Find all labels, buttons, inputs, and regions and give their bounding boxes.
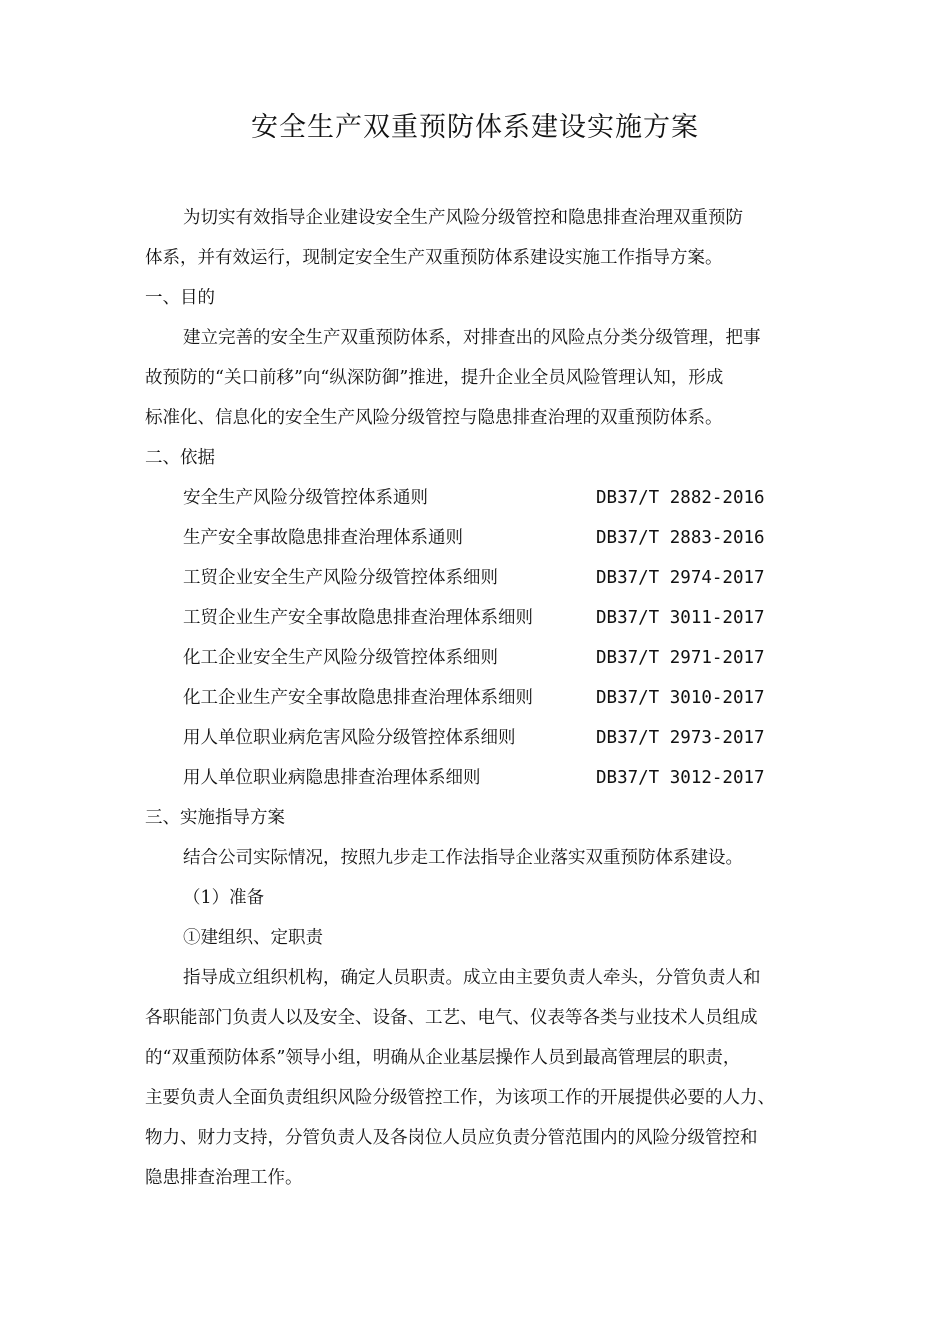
section2-heading: 二、依据 <box>145 448 215 468</box>
reference-name: 工贸企业生产安全事故隐患排查治理体系细则 <box>183 608 533 628</box>
section3-intro: 结合公司实际情况，按照九步走工作法指导企业落实双重预防体系建设。 <box>183 848 743 868</box>
section1-heading: 一、目的 <box>145 288 215 308</box>
section3-line-3: 的“双重预防体系”领导小组，明确从企业基层操作人员到最高管理层的职责， <box>145 1048 741 1068</box>
reference-code: DB37/T 2973-2017 <box>596 728 765 748</box>
reference-name: 化工企业生产安全事故隐患排查治理体系细则 <box>183 688 533 708</box>
reference-name: 安全生产风险分级管控体系通则 <box>183 488 428 508</box>
section3-line-1: 指导成立组织机构，确定人员职责。成立由主要负责人牵头，分管负责人和 <box>183 968 761 988</box>
reference-code: DB37/T 3011-2017 <box>596 608 765 628</box>
section3-line-2: 各职能部门负责人以及安全、设备、工艺、电气、仪表等各类与业技术人员组成 <box>145 1008 758 1028</box>
intro-line-1: 为切实有效指导企业建设安全生产风险分级管控和隐患排查治理双重预防 <box>183 208 743 228</box>
reference-code: DB37/T 3012-2017 <box>596 768 765 788</box>
reference-name: 用人单位职业病隐患排查治理体系细则 <box>183 768 481 788</box>
reference-code: DB37/T 2882-2016 <box>596 488 765 508</box>
reference-code: DB37/T 3010-2017 <box>596 688 765 708</box>
reference-code: DB37/T 2974-2017 <box>596 568 765 588</box>
section3-line-6: 隐患排查治理工作。 <box>145 1168 303 1188</box>
document-title: 安全生产双重预防体系建设实施方案 <box>251 112 699 143</box>
section1-line-3: 标准化、信息化的安全生产风险分级管控与隐患排查治理的双重预防体系。 <box>145 408 723 428</box>
reference-name: 生产安全事故隐患排查治理体系通则 <box>183 528 463 548</box>
section3-item-heading: ①建组织、定职责 <box>183 928 323 948</box>
reference-name: 化工企业安全生产风险分级管控体系细则 <box>183 648 498 668</box>
section3-subheading: （1）准备 <box>183 888 265 908</box>
reference-name: 用人单位职业病危害风险分级管控体系细则 <box>183 728 516 748</box>
section1-line-2: 故预防的“关口前移”向“纵深防御”推进，提升企业全员风险管理认知，形成 <box>145 368 724 388</box>
section1-line-1: 建立完善的安全生产双重预防体系，对排查出的风险点分类分级管理，把事 <box>183 328 761 348</box>
reference-code: DB37/T 2971-2017 <box>596 648 765 668</box>
reference-code: DB37/T 2883-2016 <box>596 528 765 548</box>
section3-heading: 三、实施指导方案 <box>145 808 285 828</box>
intro-line-2: 体系，并有效运行，现制定安全生产双重预防体系建设实施工作指导方案。 <box>145 248 723 268</box>
section3-line-5: 物力、财力支持，分管负责人及各岗位人员应负责分管范围内的风险分级管控和 <box>145 1128 758 1148</box>
section3-line-4: 主要负责人全面负责组织风险分级管控工作，为该项工作的开展提供必要的人力、 <box>145 1088 775 1108</box>
reference-name: 工贸企业安全生产风险分级管控体系细则 <box>183 568 498 588</box>
